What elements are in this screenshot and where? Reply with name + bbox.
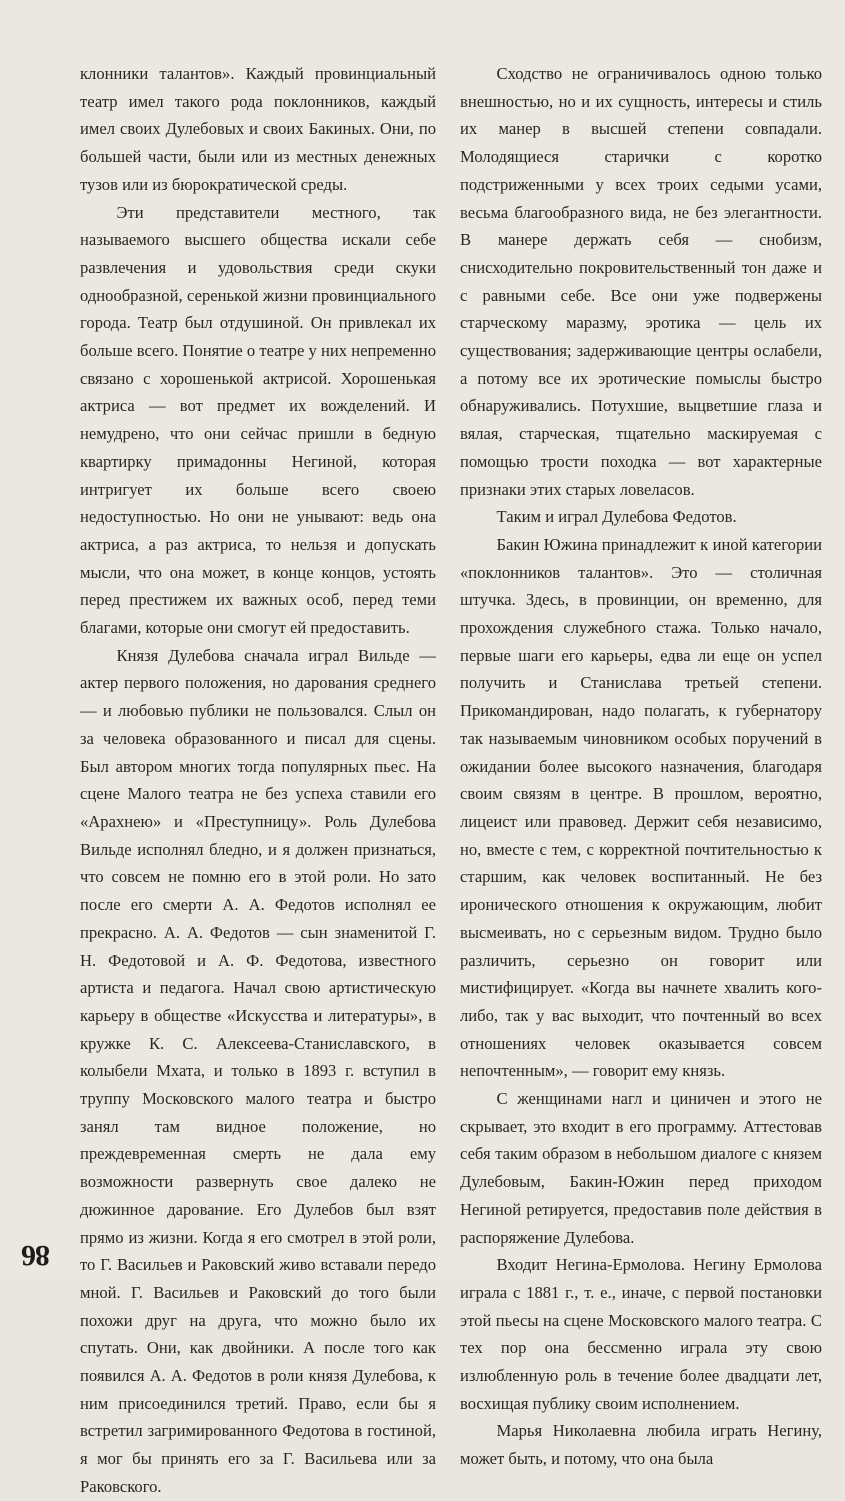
paragraph: клонники талантов». Каждый провинциальный театр имел такого рода поклонников, каждый имел своих Дулебовых и своих Бакиных. Они, по большей части, были или из местных денежных тузов или из бюрократической среды. bbox=[80, 64, 436, 194]
page-number: 86 bbox=[22, 1239, 50, 1272]
paragraph: Бакин Южина принадлежит к иной категории «поклонников талантов». Это — столичная штучка. Здесь, в провинции, он временно, для прохождения служебного стажа. Только начало, первые шаги его карьеры, едва ли еще он успел получить и Станислава третьей степени. Прикомандирован, надо полагать, к губернатору так называемым чиновником особых поручений в ожидании более высокого назначения, благодаря своим связям в центре. В прошлом, вероятно, лицеист или правовед. Держит себя независимо, но, вместе с тем, с корректной почтительностью к старшим, как человек воспитанный. Не без иронического отношения к окружающим, любит высмеивать, но с серьезным видом. Трудно было различить, серьезно он говорит или мистифицирует. «Когда вы начнете хвалить кого-либо, так у вас выходит, что почтенный во всех отношениях человек оказывается совсем непочтенным», — говорит ему князь. bbox=[460, 534, 822, 1081]
paragraph: Марья Николаевна любила играть Негину, может быть, и потому, что она была bbox=[460, 1421, 822, 1469]
paragraph: Сходство не ограничивалось одною только внешностью, но и их сущность, интересы и стиль их манер в высшей степени совпадали. Молодящиеся старички с коротко подстриженными у всех троих седыми усами, весьма благообразного вида, не без элегантности. В манере держать себя — снобизм, снисходительно покровительственный тон даже и с равными себе. Все они уже подвержены старческому маразму, эротика — цель их существования; задерживающие центры ослабели, а потому все их эротические помыслы быстро обнаруживались. Потухшие, выцветшие глаза и вялая, старческая, тщательно маскируемая с помощью трости походка — вот характерные признаки этих старых ловеласов. bbox=[460, 64, 822, 499]
left-column bbox=[80, 60, 436, 1501]
right-column bbox=[460, 60, 822, 1473]
paragraph: Эти представители местного, так называемого высшего общества искали себе развлечения и удовольствия среди скуки однообразной, серенькой жизни провинциального города. Театр был отдушиной. Он привлекал их больше всего. Понятие о театре у них непременно связано с хорошенькой актрисой. Хорошенькая актриса — вот предмет их вожделений. И немудрено, что они сейчас пришли в бедную квартирку примадонны Негиной, которая интригует их больше всего своею недоступностью. Но они не унывают: ведь она актриса, а раз актриса, то нельзя и допускать мысли, что она может, в конце концов, устоять перед престижем их важных особ, перед теми благами, которые они смогут ей предоставить. bbox=[80, 202, 436, 638]
paragraph: Таким и играл Дулебова Федотов. bbox=[496, 507, 737, 527]
paragraph: Входит Негина-Ермолова. Негину Ермолова играла с 1881 г., т. е., иначе, с первой постановки этой пьесы на сцене Московского малого театра. С тех пор она бессменно играла эту свою излюбленную роль в течение более двадцати лет, восхищая публику своим исполнением. bbox=[460, 1255, 822, 1413]
paragraph: Князя Дулебова сначала играл Вильде — актер первого положения, но дарования среднего — и любовью публики не пользовался. Слыл он за человека образованного и писал для сцены. Был автором многих тогда популярных пьес. На сцене Малого театра не без успеха ставили его «Арахнею» и «Преступницу». Роль Дулебова Вильде исполнял бледно, и я должен признаться, что совсем не помню его в этой роли. Но зато после его смерти А. А. Федотов исполнял ее прекрасно. А. А. Федотов — сын знаменитой Г. Н. Федотовой и А. Ф. Федотова, известного артиста и педагога. Начал свою артистическую карьеру в обществе «Искусства и литературы», в кружке К. С. Алексеева-Станиславского, в колыбели Мхата, и только в 1893 г. вступил в труппу Московского малого театра и быстро занял там видное положение, но преждевременная смерть не дала ему возможности развернуть свое далеко не дюжинное дарование. Его Дулебов был взят прямо из жизни. Когда я его смотрел в этой роли, то Г. Васильев и Раковский живо вставали передо мной. Г. Васильев и Раковский до того были похожи друг на друга, что можно было их спутать. Они, как двойники. А после того как появился А. А. Федотов в роли князя Дулебова, к ним присоединился третий. Право, если бы я встретил загримированного Федотова в гостиной, я мог бы принять его за Г. Васильева или за Раковского. bbox=[80, 645, 436, 1496]
paragraph: С женщинами нагл и циничен и этого не скрывает, это входит в его программу. Аттестовав себя таким образом в небольшом диалоге с князем Дулебовым, Бакин-Южин перед приходом Негиной ретируется, предоставив поле действия в распоряжение Дулебова. bbox=[460, 1089, 822, 1247]
